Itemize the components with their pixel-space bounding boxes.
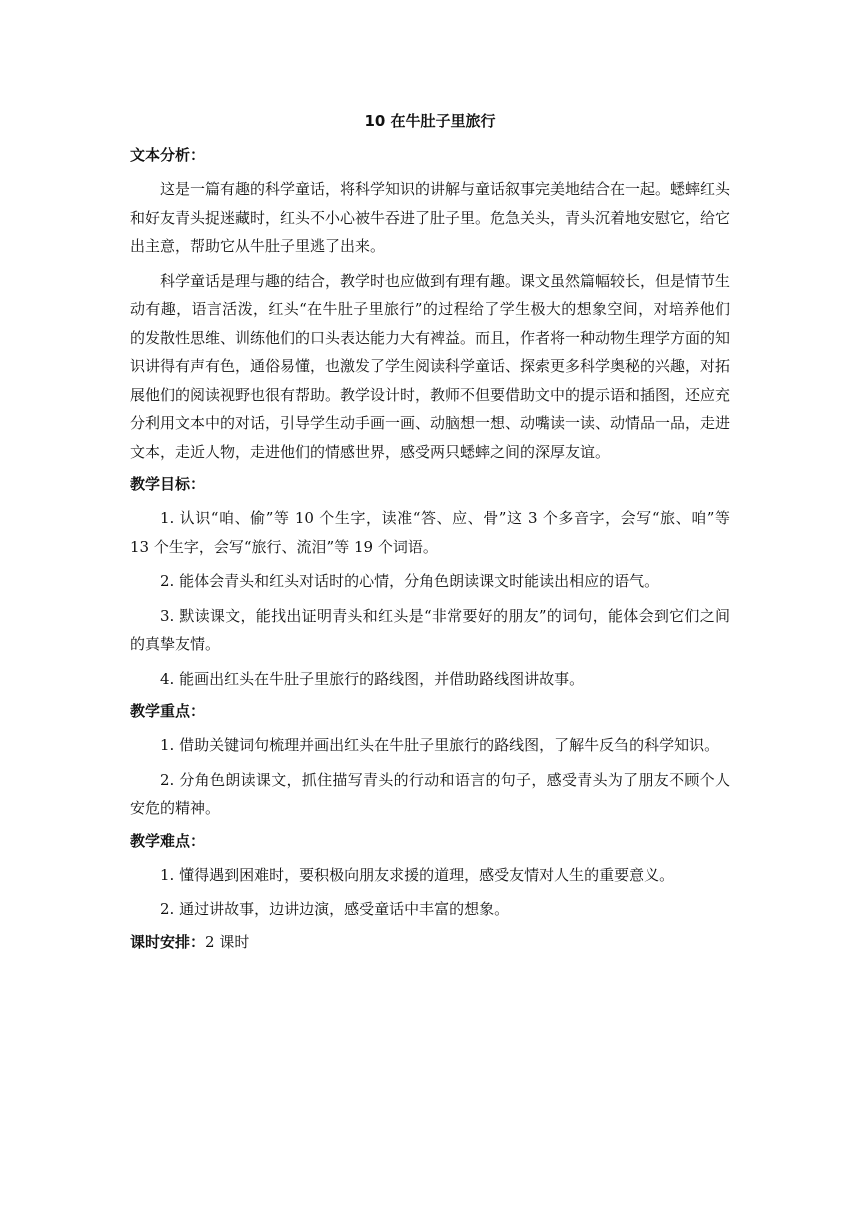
section-heading: 教学重点： — [130, 702, 206, 720]
schedule-value: 2 课时 — [205, 932, 250, 951]
paragraph: 1. 借助关键词句梳理并画出红头在牛肚子里旅行的路线图，了解牛反刍的科学知识。 — [160, 736, 720, 754]
section-difficult-points — [130, 829, 730, 924]
paragraph: 科学童话是理与趣的结合，教学时也应做到有理有趣。课文虽然篇幅较长，但是情节生动有趣，语言活泼，红头“在牛肚子里旅行”的过程给了学生极大的想象空间，对培养他们的发散性思维、训练他们的口头表达能力大有裨益。而且，作者将一种动物生理学方面的知识讲得有声有色，通俗易懂，也激发了学生阅读科学童话、探索更多科学奥秘的兴趣，对拓展他们的阅读视野也很有帮助。教学设计时，教师不但要借助文中的提示语和插图，还应充分利用文本中的对话，引导学生动手画一画、动脑想一想、动嘴读一读、动情品一品，走进文本，走近人物，走进他们的情感世界，感受两只蟋蟀之间的深厚友谊。 — [130, 271, 731, 461]
paragraph: 4. 能画出红头在牛肚子里旅行的路线图，并借助路线图讲故事。 — [160, 669, 585, 688]
paragraph: 2. 分角色朗读课文，抓住描写青头的行动和语言的句子，感受青头为了朋友不顾个人安危的精神。 — [130, 770, 730, 817]
document-content — [130, 109, 730, 954]
paragraph: 2. 能体会青头和红头对话时的心情，分角色朗读课文时能读出相应的语气。 — [160, 572, 660, 590]
section-heading: 教学难点： — [130, 831, 206, 850]
section-text-analysis — [130, 143, 730, 466]
document-title: 10 在牛肚子里旅行 — [364, 112, 496, 130]
paragraph: 1. 认识“咱、偷”等 10 个生字，读准“答、应、骨”这 3 个多音字，会写“旅、咱”等 13 个生字，会写“旅行、流泪”等 19 个词语。 — [130, 509, 730, 556]
schedule-row — [130, 930, 730, 954]
section-key-points — [130, 699, 730, 823]
paragraph: 2. 通过讲故事，边讲边演，感受童话中丰富的想象。 — [160, 900, 510, 918]
paragraph: 3. 默读课文，能找出证明青头和红头是“非常要好的朋友”的词句，能体会到它们之间的真挚友情。 — [130, 606, 730, 653]
section-heading: 教学目标： — [130, 475, 206, 493]
paragraph: 1. 懂得遇到困难时，要积极向朋友求援的道理，感受友情对人生的重要意义。 — [160, 865, 675, 884]
section-teaching-goals — [130, 472, 730, 693]
paragraph: 这是一篇有趣的科学童话，将科学知识的讲解与童话叙事完美地结合在一起。蟋蟀红头和好友青头捉迷藏时，红头不小心被牛吞进了肚子里。危急关头，青头沉着地安慰它，给它出主意，帮助它从牛肚子里逃了出来。 — [130, 180, 731, 255]
schedule-label: 课时安排： — [130, 932, 206, 951]
section-heading: 文本分析： — [130, 146, 206, 164]
